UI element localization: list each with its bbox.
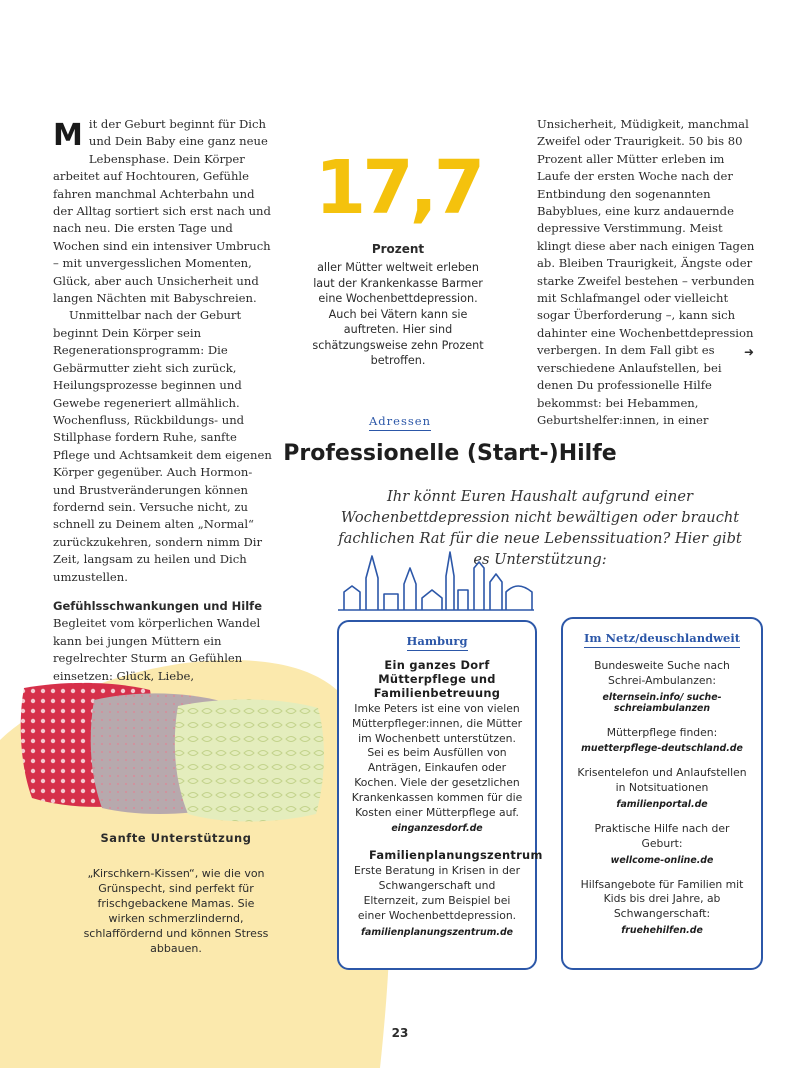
left-article-column [53, 116, 277, 685]
entry-title: Ein ganzes Dorf Mütterpflege und Familienbetreuung [373, 658, 501, 700]
online-card [561, 617, 763, 970]
cherry-pit-pillows-image [18, 676, 338, 826]
entry-description: Erste Beratung in Krisen in der Schwangerschaft und Elternzeit, zum Beispiel bei einer Wochenbettdepression. [353, 864, 521, 922]
online-card-title: Im Netz/deuschlandweit [577, 631, 747, 645]
right-article-column [537, 116, 759, 429]
intro-paragraph: it der Geburt beginnt für Dich und Dein Baby eine ganz neue Lebensphase. Dein Körper arbeitet auf Hochtouren, Gefühle fahren manchmal Achterbahn und der Alltag sortiert sich erst nach und nach neu. Die ersten Tage und Wochen sind ein intensiver Umbruch – mit unvergesslichen Momenten, Glück, aber auch Unsicherheit und langen Nächten mit Babyschreien. [53, 117, 271, 306]
hamburg-card-title: Hamburg [351, 634, 523, 648]
online-item [577, 659, 747, 714]
addresses-intro: Ihr könnt Euren Haushalt aufgrund einer Wochenbettdepression nicht bewältigen oder braucht fachlichen Rat für die neue Lebenssituation? Hier gibt es Unterstützung: [338, 488, 742, 568]
stat-description: aller Mütter weltweit erleben laut der Krankenkasse Barmer eine Wochenbettdepression. Auch bei Vätern kann sie auftreten. Hier sind schätzungsweise zehn Prozent betroffen. [312, 261, 484, 367]
online-item [577, 766, 747, 810]
online-item [577, 822, 747, 866]
online-item-link[interactable]: fruehehilfen.de [621, 924, 703, 936]
hamburg-card [337, 620, 543, 970]
online-item-text: Hilfsangebote für Familien mit Kids bis drei Jahre, ab Schwangerschaft: [580, 877, 744, 921]
addresses-title: Professionelle (Start-)Hilfe [283, 441, 617, 466]
online-item-link[interactable]: muetterpflege-deutschland.de [581, 743, 743, 755]
image-caption-title: Sanfte Unterstützung [100, 831, 252, 845]
page-number: 23 [391, 1026, 409, 1040]
continue-arrow-icon: ➜ [744, 345, 755, 359]
online-item-text: Mütterpflege finden: [606, 725, 718, 739]
entry-link[interactable]: familienplanungszentrum.de [360, 926, 514, 938]
online-item-text: Bundesweite Suche nach Schrei-Ambulanzen: [594, 659, 730, 687]
entry-description: Imke Peters ist eine von vielen Mütterpfleger:innen, die Mütter im Wochenbett unterstützen. Sei es beim Ausfüllen von Anträgen, Einkaufen oder Kochen. Viele der gesetzlichen Krankenkassen kommen für die Kosten einer Mütterpflege auf. [351, 702, 523, 819]
section-subheading: Gefühlsschwankungen und Hilfe [53, 598, 262, 613]
drop-cap: M [53, 118, 83, 153]
online-item-link[interactable]: wellcome-online.de [610, 854, 714, 866]
entry-title: Familienplanungszentrum [369, 848, 543, 863]
online-item-link[interactable]: familienportal.de [616, 798, 708, 810]
right-column-text: Unsicherheit, Müdigkeit, manchmal Zweifel oder Traurigkeit. 50 bis 80 Prozent aller Mütter erleben im Laufe der ersten Woche nach der Entbindung den sogenannten Babyblues, eine kurz andauernde depressive Verstimmung. Meist klingt diese aber nach einigen Tagen ab. Bleiben Traurigkeit, Ängste oder starke Zweifel bestehen – verbunden mit Schlafmangel oder vielleicht sogar Überforderung –, kann sich dahinter eine Wochenbettdepression verbergen. In dem Fall gibt es verschiedene Anlaufstellen, bei denen Du professionelle Hilfe bekommst: bei Hebammen, Geburtshelfer:innen, in einer [537, 117, 755, 427]
entry-link[interactable]: einganzesdorf.de [391, 823, 483, 835]
body-paragraph-continued: Begleitet vom körperlichen Wandel kann bei jungen Müttern ein regelrechter Sturm an Gefühlen einsetzen: Glück, Liebe, [53, 616, 261, 683]
online-item [577, 878, 747, 936]
stat-number: 17,7 [314, 145, 482, 231]
addresses-kicker: Adressen [300, 414, 500, 428]
stat-label: Prozent [371, 242, 425, 256]
image-caption-text: „Kirschkern-Kissen“, wie die von Grünspecht, sind perfekt für frischgebackene Mamas. Sie wirken schmerzlindernd, schlaffördernd und können Stress abbauen. [83, 867, 269, 955]
online-item [577, 726, 747, 755]
online-item-link[interactable]: elternsein.info/ suche-schreiambulanzen [602, 691, 722, 714]
online-item-text: Krisentelefon und Anlaufstellen in Notsituationen [577, 766, 747, 795]
hamburg-skyline-illustration [336, 548, 536, 618]
online-item-text: Praktische Hilfe nach der Geburt: [594, 821, 730, 850]
stat-block [306, 145, 490, 369]
body-paragraph: Unmittelbar nach der Geburt beginnt Dein Körper sein Regenerationsprogramm: Die Gebärmutter zieht sich zurück, Heilungsprozesse beginnen und Gewebe regeneriert allmählich. Wochenfluss, Rückbildungs- und Stillphase fordern Ruhe, sanfte Pflege und Achtsamkeit dem eigenen Körper gegenüber. Auch Hormon- und Brustveränderungen können fordernd sein. Versuche nicht, zu schnell zu Deinem alten „Normal“ zurückzukehren, sondern nimm Dir Zeit, langsam zu heilen und Dich umzustellen. [53, 308, 272, 584]
